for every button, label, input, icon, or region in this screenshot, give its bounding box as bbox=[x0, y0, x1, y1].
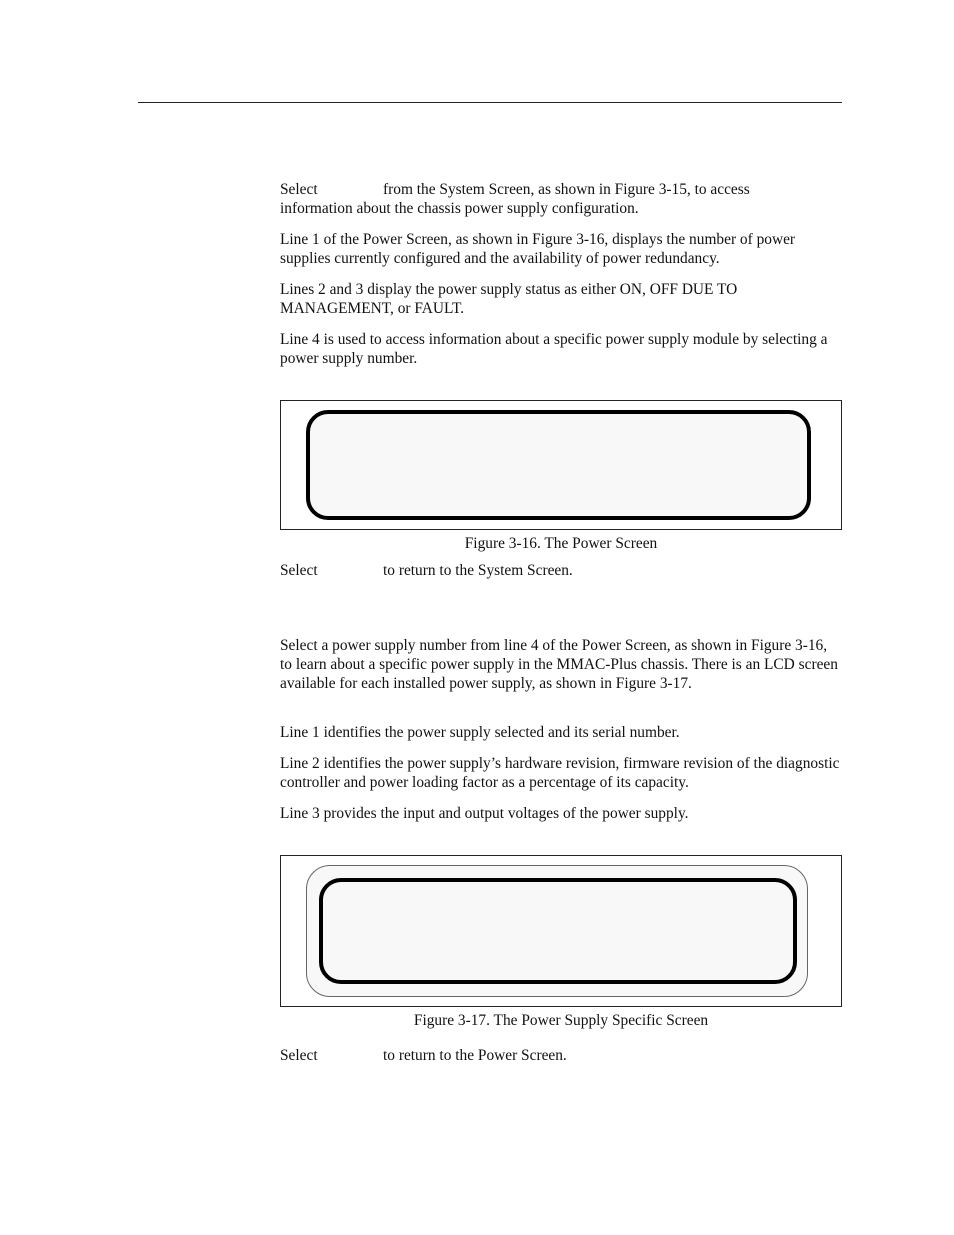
paragraph-line1-description: Line 1 identifies the power supply selected and its serial number. bbox=[280, 724, 680, 741]
select-instruction-text: from the System Screen, as shown in Figure 3-15, to access bbox=[383, 181, 750, 198]
select-label: Select bbox=[280, 562, 318, 579]
select-label: Select bbox=[280, 181, 318, 198]
select-return-text: to return to the Power Screen. bbox=[383, 1047, 567, 1064]
lcd-display bbox=[306, 410, 811, 520]
paragraph-line3-description: Line 3 provides the input and output voltages of the power supply. bbox=[280, 805, 689, 822]
lcd-display bbox=[319, 878, 797, 984]
figure-caption: Figure 3-17. The Power Supply Specific Screen bbox=[413, 1012, 709, 1029]
select-return-instruction bbox=[280, 561, 573, 580]
select-label: Select bbox=[280, 1047, 318, 1064]
paragraph-line2-description: Line 2 identifies the power supply’s hardware revision, firmware revision of the diagnostic controller and power loading factor as a percentage of its capacity. bbox=[280, 755, 840, 791]
select-instruction-continued: information about the chassis power supply configuration. bbox=[280, 200, 639, 217]
paragraph-power-supply-intro: Select a power supply number from line 4 of the Power Screen, as shown in Figure 3-16, to learn about a specific power supply in the MMAC-Plus chassis. There is an LCD screen available for each installed power supply, as shown in Figure 3-17. bbox=[280, 637, 838, 692]
header-rule bbox=[138, 102, 842, 103]
paragraph-line4-description: Line 4 is used to access information about a specific power supply module by selecting a power supply number. bbox=[280, 331, 828, 367]
paragraph-lines23-description: Lines 2 and 3 display the power supply status as either ON, OFF DUE TO MANAGEMENT, or FAULT. bbox=[280, 281, 738, 317]
select-return-text: to return to the System Screen. bbox=[383, 562, 573, 579]
select-instruction bbox=[280, 180, 750, 199]
select-return-instruction bbox=[280, 1046, 567, 1065]
figure-power-screen bbox=[280, 400, 842, 530]
figure-caption: Figure 3-16. The Power Screen bbox=[464, 535, 658, 552]
paragraph-line1-description: Line 1 of the Power Screen, as shown in Figure 3-16, displays the number of power supplies currently configured and the availability of power redundancy. bbox=[280, 231, 796, 267]
figure-power-supply-screen bbox=[280, 855, 842, 1007]
